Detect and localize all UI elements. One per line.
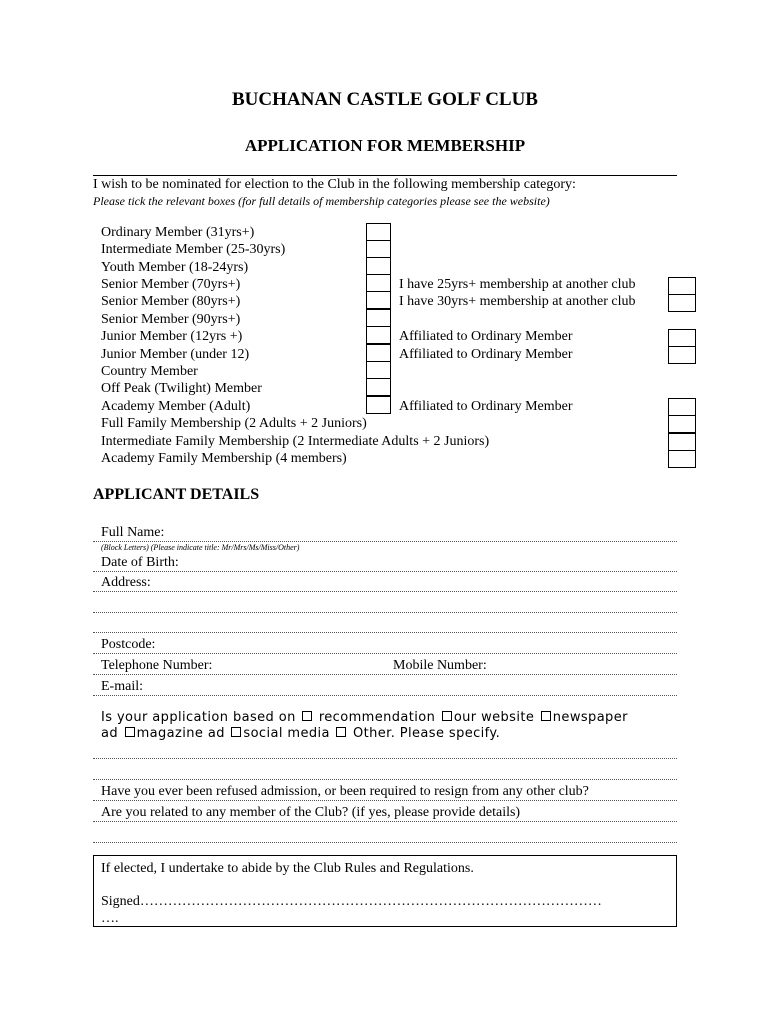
source-newspaper: newspaper (552, 710, 628, 725)
checkbox-newspaper[interactable] (541, 711, 551, 721)
dob-field[interactable] (93, 571, 677, 572)
source-specify-field-line2[interactable] (93, 779, 677, 780)
address-field-line2[interactable] (93, 612, 677, 613)
option-label: I have 30yrs+ membership at another club (399, 294, 636, 309)
telephone-label: Telephone Number: (101, 658, 213, 673)
full-name-hint: (Block Letters) (Please indicate title: Mr/Mrs/Ms/Miss/Other) (101, 543, 300, 552)
checkbox-senior70-other-club[interactable] (668, 277, 696, 295)
category-label: Junior Member (12yrs +) (101, 329, 243, 344)
source-intro: Is your application based on (101, 710, 296, 725)
checkbox-junior12-affiliated[interactable] (668, 329, 696, 347)
category-label: Senior Member (80yrs+) (101, 294, 241, 309)
category-label: Academy Member (Adult) (101, 399, 251, 414)
checkbox-website[interactable] (442, 711, 452, 721)
source-website: our website (453, 710, 535, 725)
checkbox-youth[interactable] (366, 257, 391, 275)
checkbox-junior12[interactable] (366, 326, 391, 344)
category-label: Intermediate Family Membership (2 Intermediate Adults + 2 Juniors) (101, 434, 490, 449)
checkbox-ordinary[interactable] (366, 223, 391, 241)
category-label: Senior Member (90yrs+) (101, 312, 241, 327)
checkbox-senior80-other-club[interactable] (668, 294, 696, 312)
category-label: Junior Member (under 12) (101, 347, 250, 362)
email-label: E-mail: (101, 679, 143, 694)
dob-label: Date of Birth: (101, 555, 179, 570)
category-label: Off Peak (Twilight) Member (101, 381, 262, 396)
category-label: Ordinary Member (31yrs+) (101, 225, 255, 240)
category-label: Senior Member (70yrs+) (101, 277, 241, 292)
header-rule (93, 175, 677, 176)
source-magazine: magazine ad (136, 726, 225, 741)
checkbox-social[interactable] (231, 727, 241, 737)
source-social: social media (243, 726, 330, 741)
telephone-field[interactable] (93, 674, 677, 675)
source-question-line2 (101, 726, 500, 741)
declaration-text: If elected, I undertake to abide by the Club Rules and Regulations. (101, 861, 474, 876)
checkbox-junior-under12[interactable] (366, 344, 391, 362)
address-field[interactable] (93, 591, 677, 592)
option-label: Affiliated to Ordinary Member (399, 399, 573, 414)
category-label: Country Member (101, 364, 198, 379)
source-other: Other. Please specify. (353, 726, 501, 741)
email-field[interactable] (93, 695, 677, 696)
source-recommendation: recommendation (318, 710, 436, 725)
full-name-label: Full Name: (101, 525, 165, 540)
related-answer-field-line2[interactable] (93, 842, 677, 843)
refused-question: Have you ever been refused admission, or been required to resign from any other club? (101, 784, 589, 799)
checkbox-senior70[interactable] (366, 274, 391, 292)
related-question: Are you related to any member of the Club? (if yes, please provide details) (101, 805, 521, 820)
signature-field-continuation: …. (101, 911, 119, 926)
checkbox-academy-adult-affiliated[interactable] (668, 398, 696, 416)
checkbox-other[interactable] (336, 727, 346, 737)
checkbox-intermediate-family[interactable] (668, 433, 696, 451)
checkbox-academy-family[interactable] (668, 450, 696, 468)
address-field-line3[interactable] (93, 632, 677, 633)
refused-answer-field[interactable] (93, 800, 677, 801)
checkbox-senior80[interactable] (366, 291, 391, 309)
postcode-label: Postcode: (101, 637, 156, 652)
checkbox-junior-under12-affiliated[interactable] (668, 346, 696, 364)
intro-text: I wish to be nominated for election to the Club in the following membership category: (93, 177, 576, 192)
intro-instructions: Please tick the relevant boxes (for full details of membership categories please see the website) (93, 194, 550, 208)
declaration-box (93, 855, 677, 927)
checkbox-intermediate[interactable] (366, 240, 391, 258)
checkbox-recommendation[interactable] (302, 711, 312, 721)
checkbox-academy-adult[interactable] (366, 396, 391, 414)
source-question-line1 (101, 710, 628, 725)
signature-field[interactable]: Signed……………………………………………………………………………………… (101, 894, 602, 909)
category-label: Academy Family Membership (4 members) (101, 451, 347, 466)
mobile-label: Mobile Number: (393, 658, 487, 673)
related-answer-field[interactable] (93, 821, 677, 822)
source-ad: ad (101, 726, 119, 741)
option-label: Affiliated to Ordinary Member (399, 347, 573, 362)
source-specify-field[interactable] (93, 758, 677, 759)
checkbox-offpeak[interactable] (366, 378, 391, 396)
category-label: Full Family Membership (2 Adults + 2 Juniors) (101, 416, 367, 431)
option-label: I have 25yrs+ membership at another club (399, 277, 636, 292)
full-name-field[interactable] (93, 541, 677, 542)
form-title: APPLICATION FOR MEMBERSHIP (244, 136, 526, 155)
option-label: Affiliated to Ordinary Member (399, 329, 573, 344)
category-label: Intermediate Member (25-30yrs) (101, 242, 286, 257)
postcode-field[interactable] (93, 653, 677, 654)
club-name: BUCHANAN CASTLE GOLF CLUB (232, 89, 538, 110)
checkbox-country[interactable] (366, 361, 391, 379)
checkbox-magazine[interactable] (125, 727, 135, 737)
applicant-heading: APPLICANT DETAILS (93, 486, 260, 503)
checkbox-full-family[interactable] (668, 415, 696, 433)
address-label: Address: (101, 575, 151, 590)
category-label: Youth Member (18-24yrs) (101, 260, 249, 275)
checkbox-senior90[interactable] (366, 309, 391, 327)
